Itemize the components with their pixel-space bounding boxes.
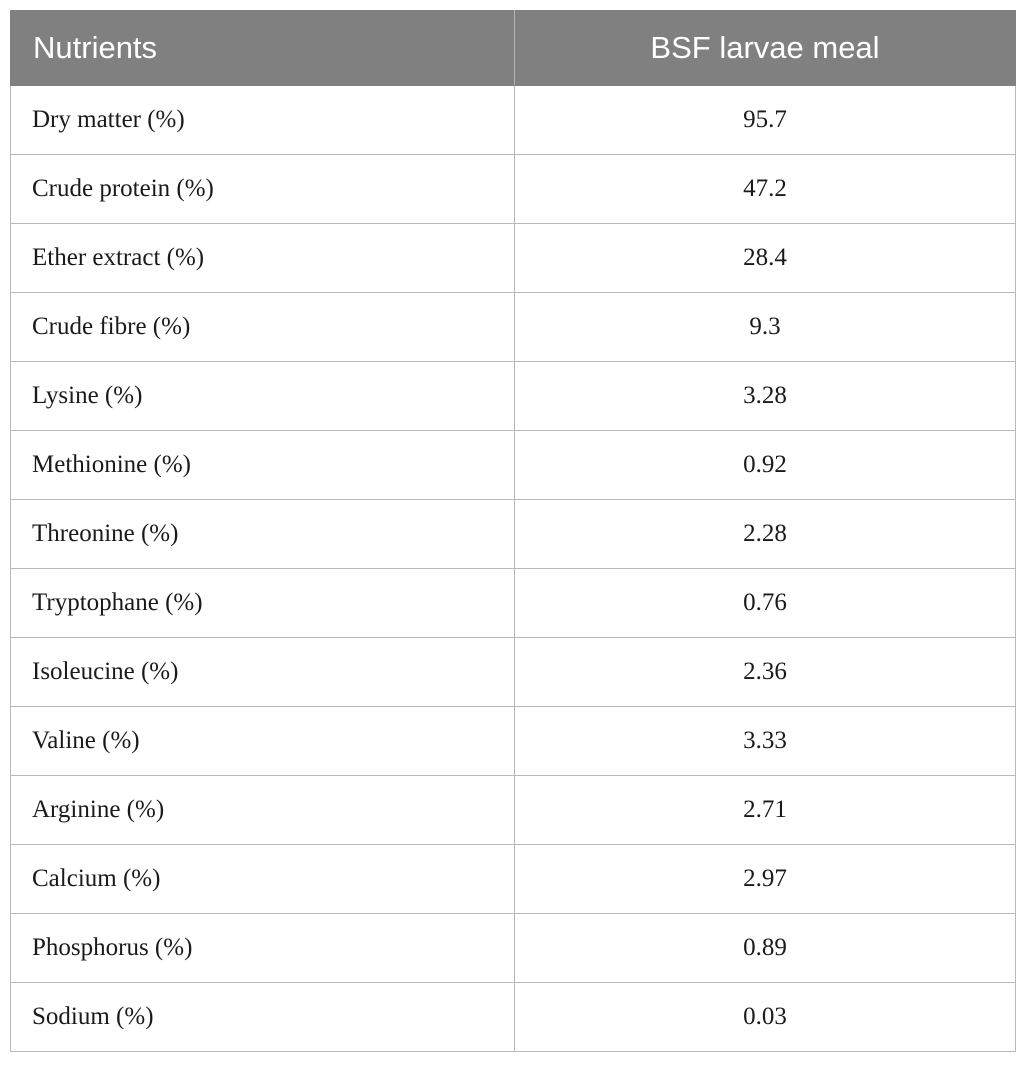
nutrient-cell: Isoleucine (%) <box>11 638 515 707</box>
value-cell: 2.36 <box>515 638 1016 707</box>
value-cell: 2.97 <box>515 845 1016 914</box>
table-row <box>11 293 1016 362</box>
table-row <box>11 224 1016 293</box>
table-row <box>11 500 1016 569</box>
header-row <box>11 11 1016 86</box>
nutrient-cell: Tryptophane (%) <box>11 569 515 638</box>
nutrient-cell: Methionine (%) <box>11 431 515 500</box>
table-body <box>11 86 1016 1052</box>
value-cell: 3.33 <box>515 707 1016 776</box>
table-row <box>11 638 1016 707</box>
value-cell: 0.03 <box>515 983 1016 1052</box>
table-row <box>11 86 1016 155</box>
nutrient-table-container <box>10 10 1015 1052</box>
table-row <box>11 431 1016 500</box>
nutrient-cell: Arginine (%) <box>11 776 515 845</box>
value-cell: 47.2 <box>515 155 1016 224</box>
table-row <box>11 983 1016 1052</box>
value-cell: 0.76 <box>515 569 1016 638</box>
table-row <box>11 362 1016 431</box>
nutrient-cell: Threonine (%) <box>11 500 515 569</box>
value-cell: 0.89 <box>515 914 1016 983</box>
nutrient-cell: Crude protein (%) <box>11 155 515 224</box>
value-cell: 2.71 <box>515 776 1016 845</box>
header-nutrients: Nutrients <box>11 11 515 86</box>
table-row <box>11 569 1016 638</box>
table-row <box>11 914 1016 983</box>
value-cell: 28.4 <box>515 224 1016 293</box>
table-row <box>11 845 1016 914</box>
value-cell: 3.28 <box>515 362 1016 431</box>
value-cell: 2.28 <box>515 500 1016 569</box>
header-bsf-larvae-meal: BSF larvae meal <box>515 11 1016 86</box>
nutrient-cell: Calcium (%) <box>11 845 515 914</box>
nutrient-table <box>10 10 1016 1052</box>
value-cell: 9.3 <box>515 293 1016 362</box>
nutrient-cell: Valine (%) <box>11 707 515 776</box>
table-row <box>11 776 1016 845</box>
nutrient-cell: Dry matter (%) <box>11 86 515 155</box>
nutrient-cell: Sodium (%) <box>11 983 515 1052</box>
table-row <box>11 707 1016 776</box>
table-row <box>11 155 1016 224</box>
nutrient-cell: Ether extract (%) <box>11 224 515 293</box>
value-cell: 95.7 <box>515 86 1016 155</box>
value-cell: 0.92 <box>515 431 1016 500</box>
table-header <box>11 11 1016 86</box>
nutrient-cell: Phosphorus (%) <box>11 914 515 983</box>
nutrient-cell: Lysine (%) <box>11 362 515 431</box>
nutrient-cell: Crude fibre (%) <box>11 293 515 362</box>
